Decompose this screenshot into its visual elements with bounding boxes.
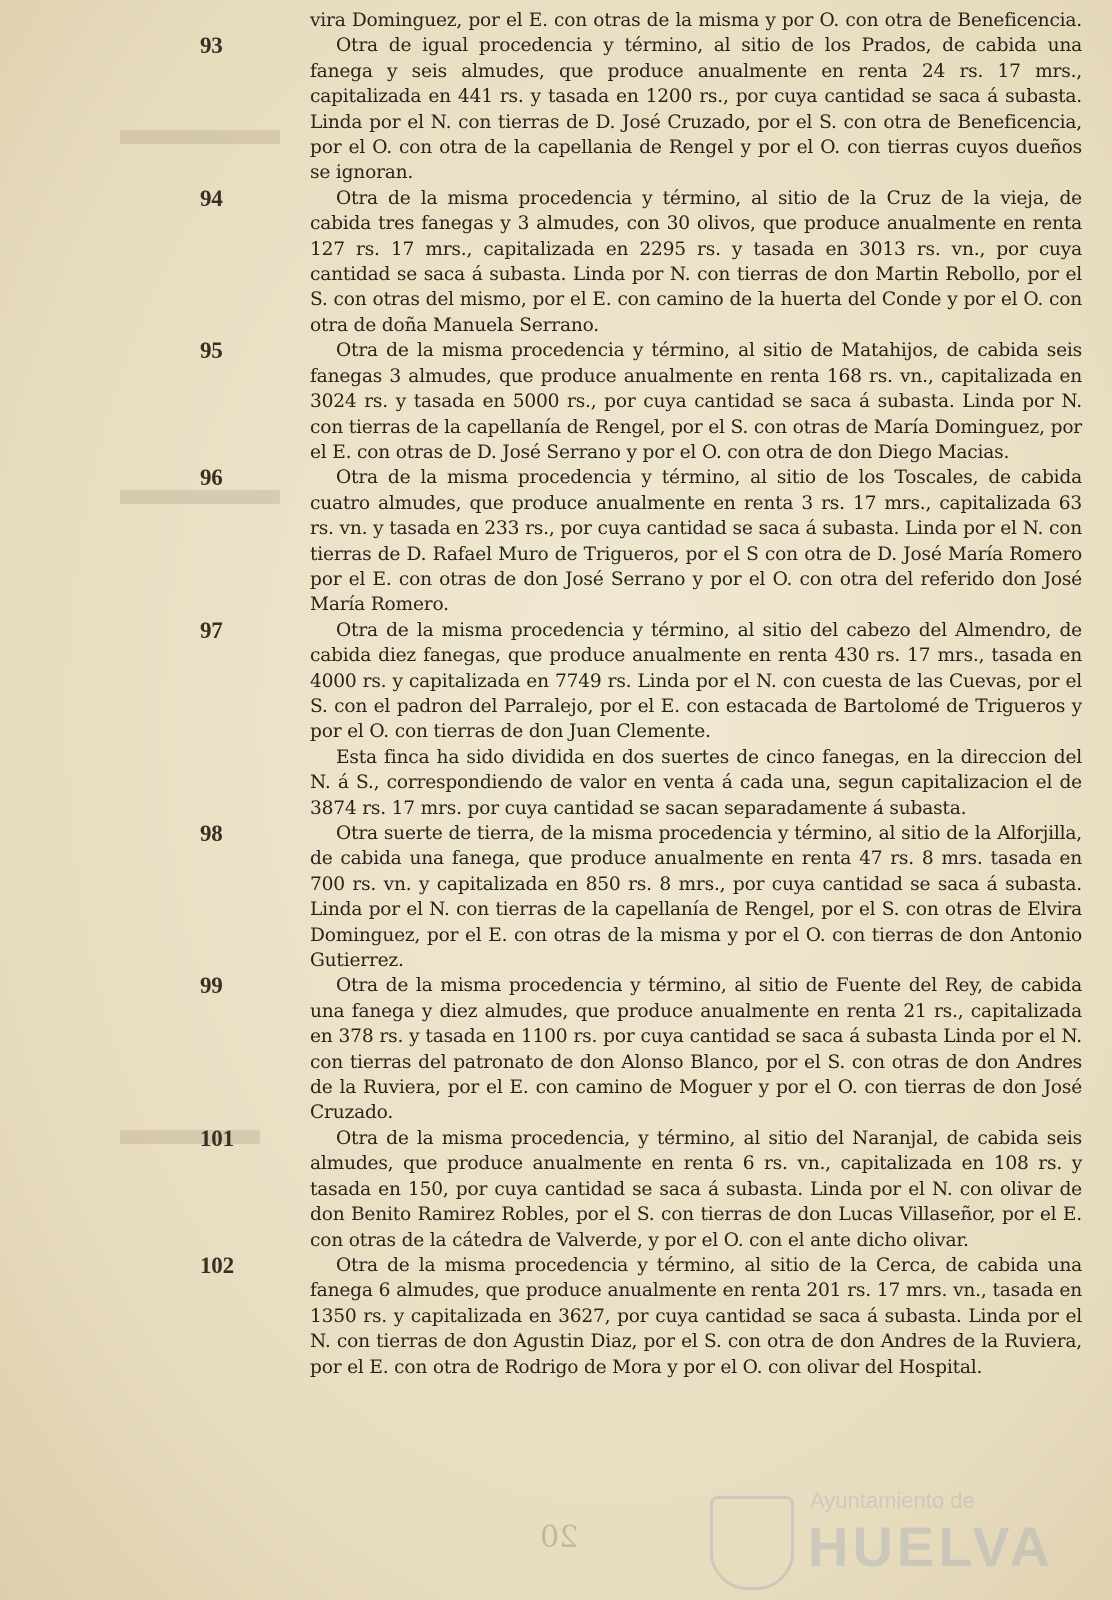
archive-watermark [710,1488,1054,1588]
entry-number: 99 [200,973,223,999]
entry-number: 101 [200,1125,234,1151]
entry-text: Otra de la misma procedencia y término, al sitio de Fuente del Rey, de cabida una fanega y diez almudes, que produce anualmente en renta 21 rs., capitalizada en 378 rs. y tasada en 1100 rs. por cuya cantidad se saca á subasta Linda por el N. con tierras del patronato de don Alonso Blanco, por el S. con otras de don Andres de la Ruviera, por el E. con camino de Moguer y por el O. con tierras de don José Cruzado. [310,975,1082,1124]
entry-95 [200,338,1082,465]
entry-94 [200,185,1082,338]
entry-text: Otra de la misma procedencia y término, al sitio de la Cerca, de cabida una fanega 6 almudes, que produce anualmente en renta 201 rs. 17 mrs. vn., tasada en 1350 rs. y capitalizada en 3627, por cuya cantidad se saca á subasta. Linda por el N. con tierras de don Agustin Diaz, por el S. con otra de don Andres de la Ruviera, por el E. con otra de Rodrigo de Mora y por el O. con olivar del Hospital. [310,1254,1082,1378]
bleed-through-mark [120,490,280,504]
bleed-through-mark [120,130,280,144]
entry-93 [200,33,1082,185]
entry-number: 102 [200,1252,234,1278]
entry-text: Otra de la misma procedencia y término, al sitio de la Cruz de la vieja, de cabida tres fanegas y 3 almudes, con 30 olivos, que produce anualmente en renta 127 rs. 17 mrs., capitalizada en 2295 rs. y tasada en 3013 rs. vn., por cuya cantidad se saca á subasta. Linda por N. con tierras de don Martin Rebollo, por el S. con otras del mismo, por el E. con camino de la huerta del Conde y por el O. con otra de doña Manuela Serrano. [310,187,1082,336]
entry-98 [200,821,1082,973]
bleed-through-page-number: 20 [540,1520,579,1555]
entry-text: Otra de la misma procedencia y término, al sitio del cabezo del Almendro, de cabida diez fanegas, que produce anualmente en renta 430 rs. 17 mrs., tasada en 4000 rs. y capitalizada en 7749 rs. Linda por el N. con cuesta de las Cuevas, por el S. con el padron del Parralejo, por el E. con estacada de Bartolomé de Trigueros y por el O. con tierras de don Juan Clemente. [310,619,1082,743]
document-body [200,8,1082,1380]
watermark-top-text: Ayuntamiento de [810,1488,975,1513]
entry-number: 98 [200,821,223,846]
entry-97-note [310,745,1082,821]
entry-text: Otra suerte de tierra, de la misma procedencia y término, al sitio de la Alforjilla, de cabida una fanega, que produce anualmente en renta 47 rs. 8 mrs. tasada en 700 rs. vn. y capitalizada en 850 rs. 8 mrs., por cuya cantidad se saca á subasta. Linda por el N. con tierras de la capellanía de Rengel, por el S. con otras de Elvira Dominguez, por el E. con otras de la misma y por el O. con tierras de don Antonio Gutierrez. [310,823,1082,972]
entry-number: 94 [200,185,223,211]
entry-number: 95 [200,338,223,364]
entry-102 [200,1252,1082,1380]
entry-text: Otra de igual procedencia y término, al sitio de los Prados, de cabida una fanega y seis almudes, que produce anualmente en renta 24 rs. 17 mrs., capitalizada en 441 rs. y tasada en 1200 rs., por cuya cantidad se saca á subasta. Linda por el N. con tierras de D. José Cruzado, por el S. con otra de Beneficencia, por el O. con otra de la capellania de Rengel y por el O. con tierras cuyos dueños se ignoran. [310,35,1082,184]
entry-text: Otra de la misma procedencia, y término, al sitio del Naranjal, de cabida seis almudes, que produce anualmente en renta 6 rs. vn., capitalizada en 108 rs. y tasada en 150, por cuya cantidad se saca á subasta. Linda por el N. con olivar de don Benito Ramirez Robles, por el S. con tierras de don Lucas Villaseñor, por el E. con otras de la cátedra de Valverde, y por el O. con el ante dicho olivar. [310,1127,1082,1251]
entry-99 [200,973,1082,1125]
entry-number: 96 [200,465,223,491]
entry-101 [200,1125,1082,1253]
entry-97 [200,617,1082,745]
continuation-line: vira Dominguez, por el E. con otras de la misma y por O. con otra de Beneficencia. [310,10,1082,31]
entry-96 [200,465,1082,617]
note-text: Esta finca ha sido dividida en dos suertes de cinco fanegas, en la direccion del N. á S., correspondiendo de valor en venta á cada una, segun capitalizacion el de 3874 rs. 17 mrs. por cuya cantidad se sacan separadamente á subasta. [310,746,1082,819]
entry-text: Otra de la misma procedencia y término, al sitio de Matahijos, de cabida seis fanegas 3 almudes, que produce anualmente en renta 168 rs. vn., capitalizada en 3024 rs. y tasada en 5000 rs., por cuya cantidad se saca á subasta. Linda por N. con tierras de la capellanía de Rengel, por el S. con otras de María Dominguez, por el E. con otras de D. José Serrano y por el O. con otra de don Diego Macias. [310,340,1082,463]
coat-of-arms-icon [710,1496,794,1590]
entry-number: 93 [200,33,223,59]
entry-text: Otra de la misma procedencia y término, al sitio de los Toscales, de cabida cuatro almudes, que produce anualmente en renta 3 rs. 17 mrs., capitalizada 63 rs. vn. y tasada en 233 rs., por cuya cantidad se saca á subasta. Linda por el N. con tierras de D. Rafael Muro de Trigueros, por el S con otra de D. José María Romero por el E. con otras de don José Serrano y por el O. con otra del referido don José María Romero. [310,467,1082,616]
entry-number: 97 [200,617,223,643]
watermark-main-text: HUELVA [808,1515,1054,1578]
